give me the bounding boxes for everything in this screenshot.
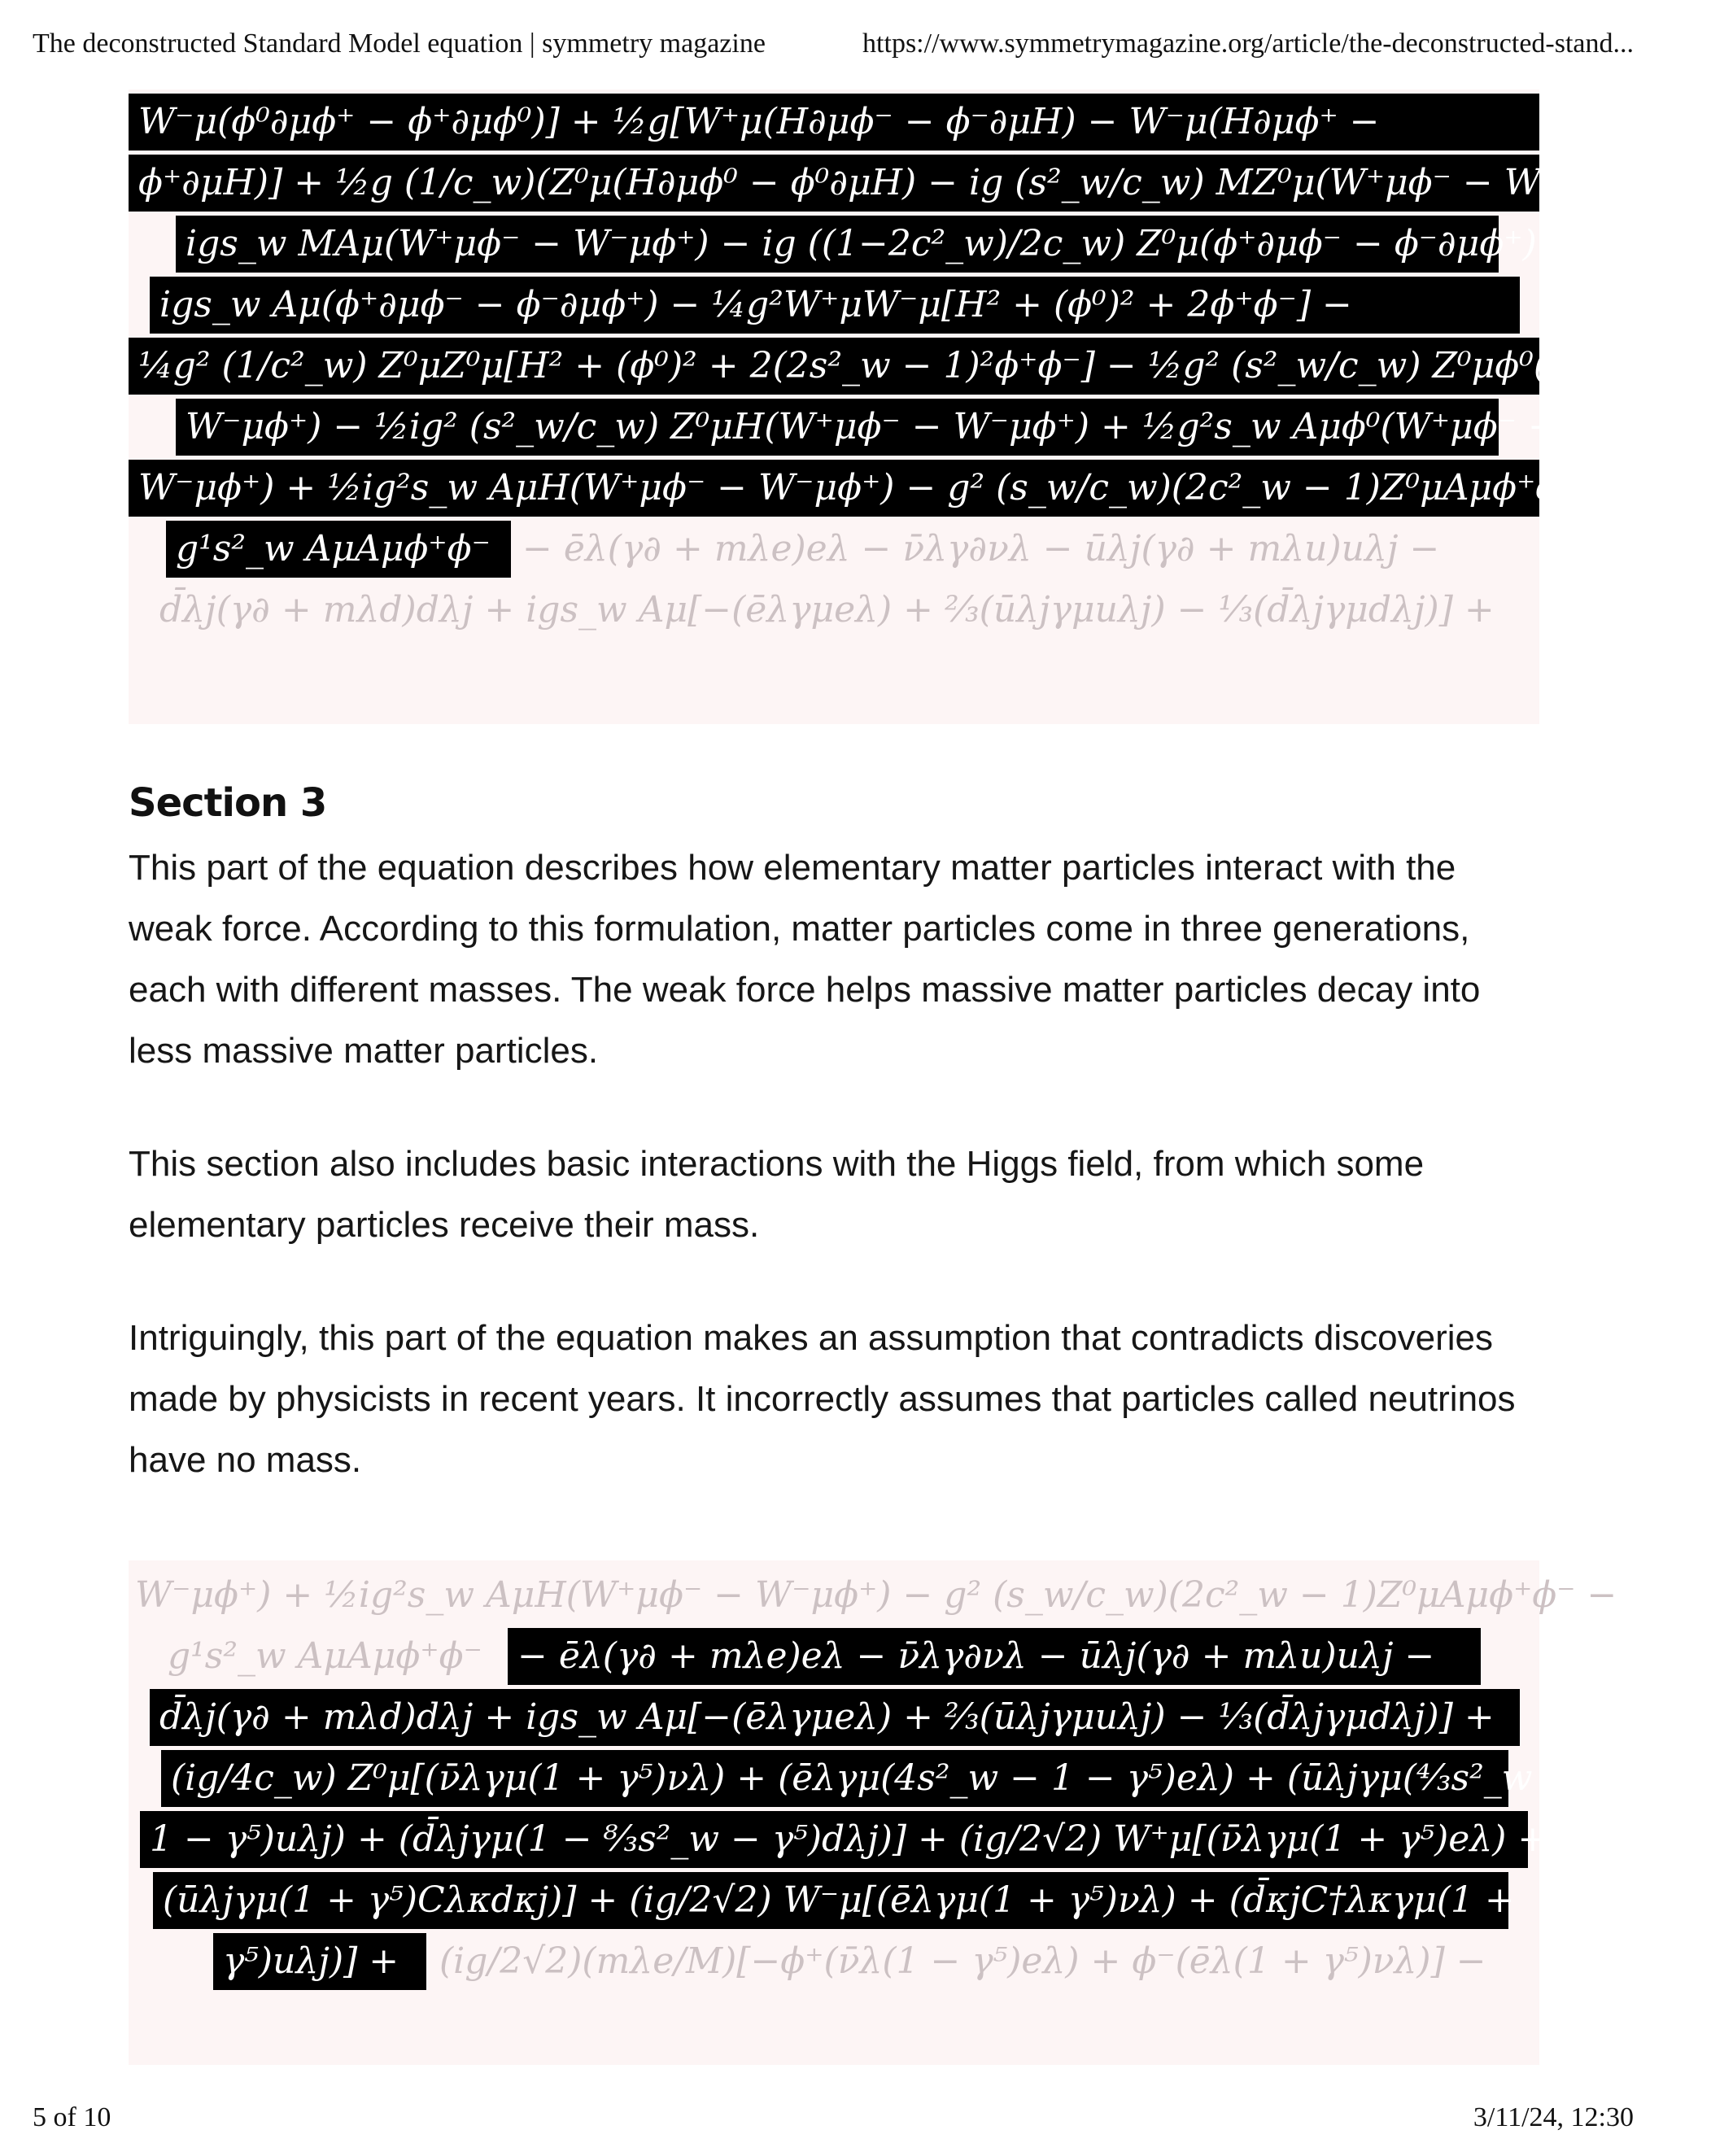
highlighted-term: (ig/4c_w) Z⁰μ[(ν̄λγμ(1 + γ⁵)νλ) + (ēλγμ(4s²_w − 1 − γ⁵)eλ) + (ūλjγμ(⁴⁄₃s²_w − <box>161 1750 1508 1807</box>
highlighted-term: (ūλjγμ(1 + γ⁵)Cλκdκj)] + (ig/2√2) W⁻μ[(ēλγμ(1 + γ⁵)νλ) + (d̄κjC†λκγμ(1 + <box>153 1872 1508 1929</box>
faded-term: g¹s²_w AμAμϕ⁺ϕ⁻ <box>168 1635 482 1677</box>
paragraph: Intriguingly, this part of the equation makes an assumption that contradicts discoveries made by physicists in recent years. It incorrectly assumes that particles called neutrinos have no mass. <box>129 1318 1516 1480</box>
highlighted-term: W⁻μϕ⁺) + ½ig²s_w AμH(W⁺μϕ⁻ − W⁻μϕ⁺) − g² (s_w/c_w)(2c²_w − 1)Z⁰μAμϕ⁺ϕ⁻ − <box>129 460 1539 517</box>
equation-line <box>129 94 1539 151</box>
highlighted-term: W⁻μ(ϕ⁰∂μϕ⁺ − ϕ⁺∂μϕ⁰)] + ½g[W⁺μ(H∂μϕ⁻ − ϕ⁻∂μH) − W⁻μ(H∂μϕ⁺ − <box>129 94 1539 151</box>
highlighted-term: γ⁵)uλj)] + <box>213 1933 426 1990</box>
equation-line <box>129 582 1539 639</box>
equation-image-bottom <box>129 1560 1617 2065</box>
print-footer <box>33 2097 1634 2138</box>
equation-line <box>129 521 1539 578</box>
highlighted-term: W⁻μϕ⁺) − ½ig² (s²_w/c_w) Z⁰μH(W⁺μϕ⁻ − W⁻μϕ⁺) + ½g²s_w Aμϕ⁰(W⁺μϕ⁻ + <box>176 399 1499 456</box>
highlighted-term: igs_w Aμ(ϕ⁺∂μϕ⁻ − ϕ⁻∂μϕ⁺) − ¼g²W⁺μW⁻μ[H² + (ϕ⁰)² + 2ϕ⁺ϕ⁻] − <box>150 277 1520 334</box>
equation-line <box>129 460 1621 517</box>
print-datetime: 3/11/24, 12:30 <box>1473 2102 1634 2132</box>
paragraph: This part of the equation describes how elementary matter particles interact with the weak force. According to this formulation, matter particles come in three generations, each with different masses. The weak force helps massive matter particles decay into less massive matter particles. <box>129 848 1481 1071</box>
equation-line <box>129 1689 1539 1746</box>
highlighted-term: d̄λj(γ∂ + mλd)dλj + igs_w Aμ[−(ēλγμeλ) + ⅔(ūλjγμuλj) − ⅓(d̄λjγμdλj)] + <box>150 1689 1520 1746</box>
faded-term: W⁻μϕ⁺) + ½ig²s_w AμH(W⁺μϕ⁻ − W⁻μϕ⁺) − g² (s_w/c_w)(2c²_w − 1)Z⁰μAμϕ⁺ϕ⁻ − <box>135 1574 1617 1616</box>
page-url: https://www.symmetrymagazine.org/article/the-deconstructed-stand... <box>862 28 1634 59</box>
equation-line <box>129 1933 1539 1990</box>
highlighted-term: igs_w MAμ(W⁺μϕ⁻ − W⁻μϕ⁺) − ig ((1−2c²_w)/2c_w) Z⁰μ(ϕ⁺∂μϕ⁻ − ϕ⁻∂μϕ⁺) + <box>176 216 1499 273</box>
equation-line <box>129 1628 1539 1685</box>
highlighted-term: 1 − γ⁵)uλj) + (d̄λjγμ(1 − ⁸⁄₃s²_w − γ⁵)dλj)] + (ig/2√2) W⁺μ[(ν̄λγμ(1 + γ⁵)eλ) + <box>140 1811 1528 1868</box>
equation-line <box>129 338 1711 395</box>
faded-term: d̄λj(γ∂ + mλd)dλj + igs_w Aμ[−(ēλγμeλ) + ⅔(ūλjγμuλj) − ⅓(d̄λjγμdλj)] + <box>159 589 1495 631</box>
paragraph: This section also includes basic interactions with the Higgs field, from which some elementary particles receive their mass. <box>129 1144 1425 1245</box>
highlighted-term: ϕ⁺∂μH)] + ½g (1/c_w)(Z⁰μ(H∂μϕ⁰ − ϕ⁰∂μH) − ig (s²_w/c_w) MZ⁰μ(W⁺μϕ⁻ − W⁻μϕ⁺) + <box>129 155 1539 212</box>
highlighted-term: ¼g² (1/c²_w) Z⁰μZ⁰μ[H² + (ϕ⁰)² + 2(2s²_w − 1)²ϕ⁺ϕ⁻] − ½g² (s²_w/c_w) Z⁰μϕ⁰(W⁺μϕ⁻ + <box>129 338 1539 395</box>
equation-line <box>129 1872 1539 1929</box>
equation-image-top <box>129 89 1711 724</box>
highlighted-term: g¹s²_w AμAμϕ⁺ϕ⁻ <box>166 521 511 578</box>
highlighted-term: − ēλ(γ∂ + mλe)eλ − ν̄λγ∂νλ − ūλj(γ∂ + mλu)uλj − <box>508 1628 1481 1685</box>
page-title: The deconstructed Standard Model equation | symmetry magazine <box>33 28 766 59</box>
equation-line <box>129 277 1539 334</box>
equation-line <box>129 155 1683 212</box>
article-section <box>129 777 1544 1543</box>
faded-term: (ig/2√2)(mλe/M)[−ϕ⁺(ν̄λ(1 − γ⁵)eλ) + ϕ⁻(ēλ(1 + γ⁵)νλ)] − <box>439 1940 1486 1982</box>
equation-line <box>129 1811 1548 1868</box>
faded-term: − ēλ(γ∂ + mλe)eλ − ν̄λγ∂νλ − ūλj(γ∂ + mλu)uλj − <box>522 528 1440 570</box>
equation-line <box>129 1750 1574 1807</box>
equation-line <box>129 399 1558 456</box>
equation-line <box>129 216 1578 273</box>
equation-line <box>129 1567 1617 1624</box>
section-heading: Section 3 <box>129 780 327 826</box>
print-header <box>33 24 1634 63</box>
page-number: 5 of 10 <box>33 2102 111 2132</box>
